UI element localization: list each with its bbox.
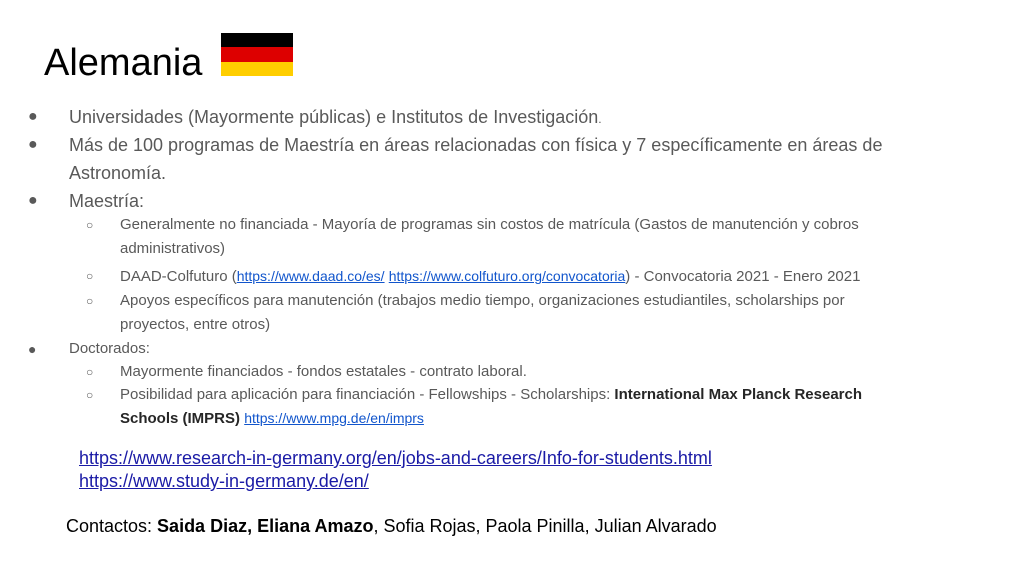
research-in-germany-link[interactable]: https://www.research-in-germany.org/en/jobs-and-careers/Info-for-students.html <box>79 448 712 468</box>
sub-bullet-apoyos-line2: proyectos, entre otros) <box>120 316 271 333</box>
sub-bullet-apoyos-line1: Apoyos específicos para manutención (trabajos medio tiempo, organizaciones estudiantiles, scholarships por <box>120 292 845 309</box>
bullet-maestria-programas-line1: Más de 100 programas de Maestría en áreas relacionadas con física y 7 específicamente en áreas de <box>69 135 883 155</box>
bullet-icon: ● <box>28 192 38 209</box>
study-in-germany-link[interactable]: https://www.study-in-germany.de/en/ <box>79 471 369 491</box>
sub-bullet-icon: ○ <box>86 294 94 308</box>
daad-link[interactable]: https://www.daad.co/es/ <box>236 268 385 284</box>
sub-bullet-daad: DAAD-Colfuturo (https://www.daad.co/es/ https://www.colfuturo.org/convocatoria) - Convocatoria 2021 - Enero 2021 <box>120 268 861 285</box>
sub-bullet-financiada-line2: administrativos) <box>120 240 226 257</box>
sub-bullet-icon: ○ <box>86 269 94 283</box>
sub-bullet-posibilidad-line1: Posibilidad para aplicación para financiación - Fellowships - Scholarships: International Max Planck Research <box>120 386 863 403</box>
bullet-maestria: Maestría: <box>69 191 145 211</box>
bullet-icon: ● <box>28 108 38 125</box>
sub-bullet-financiados: Mayormente financiados - fondos estatales - contrato laboral. <box>120 363 527 380</box>
bullet-icon: ● <box>28 136 38 153</box>
contacts-line: Contactos: Saida Diaz, Eliana Amazo, Sofia Rojas, Paola Pinilla, Julian Alvarado <box>66 516 717 536</box>
sub-bullet-posibilidad-line2: Schools (IMPRS) https://www.mpg.de/en/imprs <box>120 410 424 427</box>
page-title: Alemania <box>44 42 203 84</box>
bullet-icon: ● <box>28 341 37 357</box>
colfuturo-link[interactable]: https://www.colfuturo.org/convocatoria <box>388 268 626 284</box>
bullet-doctorados: Doctorados: <box>69 340 150 357</box>
bullet-universidades: Universidades (Mayormente públicas) e Institutos de Investigación. <box>69 107 602 127</box>
sub-bullet-icon: ○ <box>86 388 94 402</box>
sub-bullet-icon: ○ <box>86 365 94 379</box>
mpg-link[interactable]: https://www.mpg.de/en/imprs <box>244 410 424 426</box>
sub-bullet-financiada-line1: Generalmente no financiada - Mayoría de programas sin costos de matrícula (Gastos de manutención y cobros <box>120 216 859 233</box>
bullet-maestria-programas-line2: Astronomía. <box>69 163 167 183</box>
sub-bullet-icon: ○ <box>86 218 94 232</box>
germany-flag-icon <box>221 33 293 76</box>
